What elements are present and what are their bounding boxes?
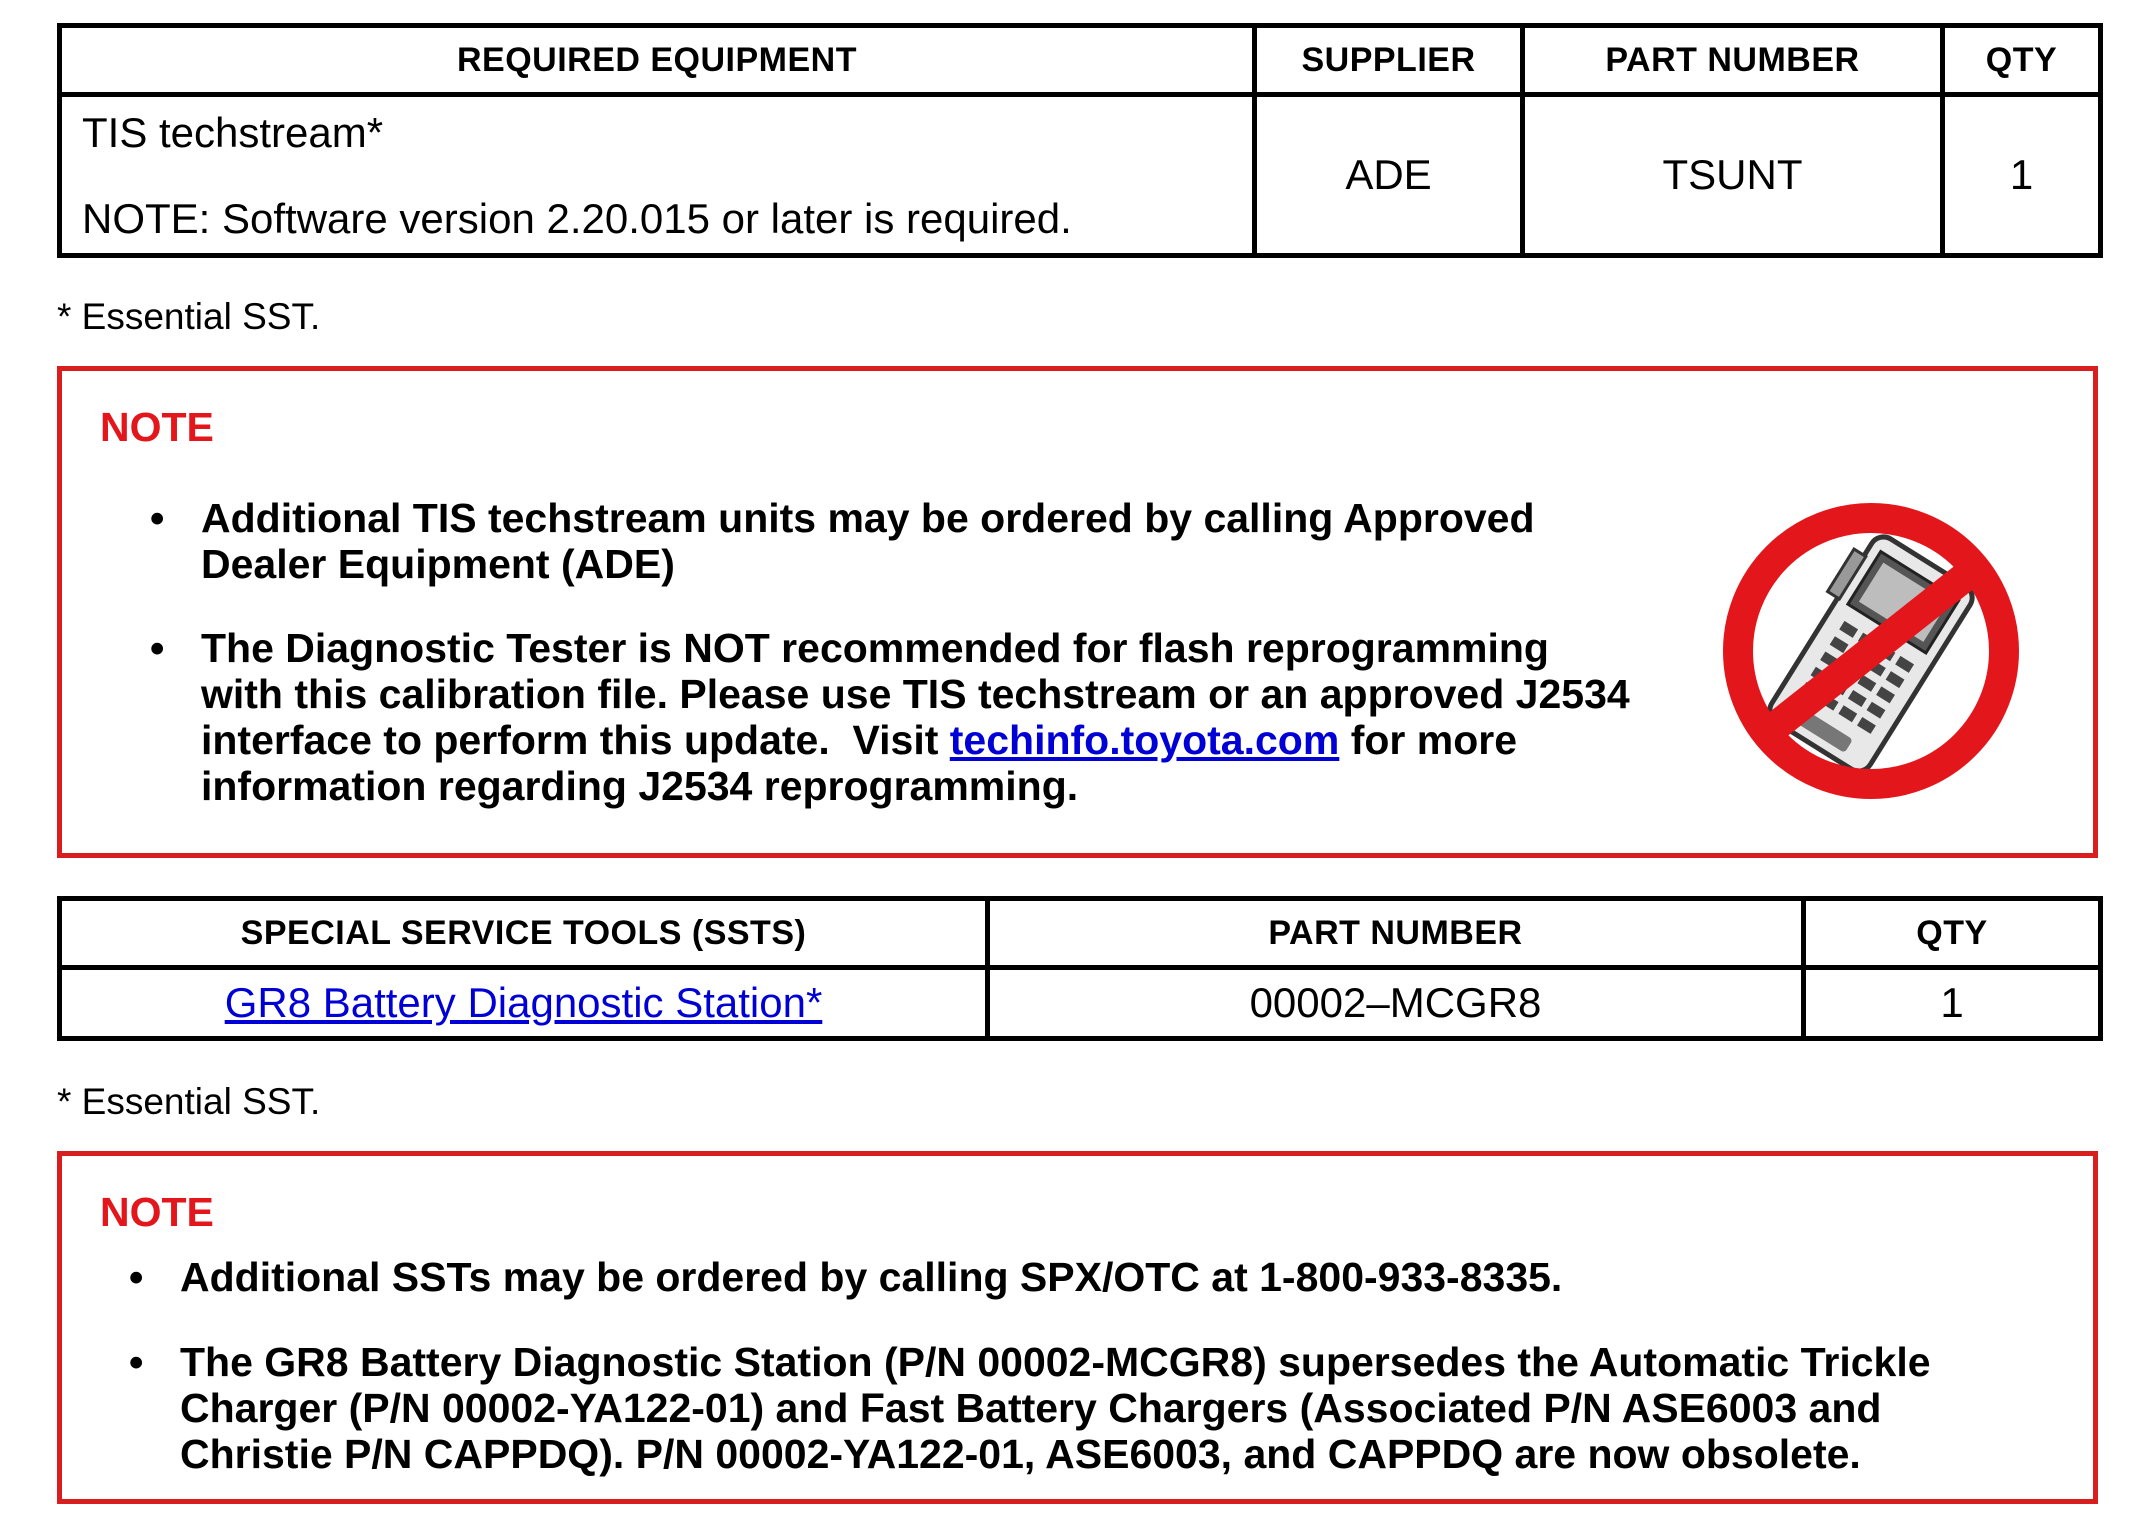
table-row <box>60 968 2101 1039</box>
bullet-text <box>180 1254 1562 1300</box>
essential-sst-footnote: * Essential SST. <box>57 1081 321 1122</box>
header-part-number: PART NUMBER <box>988 899 1804 968</box>
techinfo-link[interactable]: techinfo.toyota.com <box>949 717 1340 763</box>
essential-sst-footnote: * Essential SST. <box>57 296 321 337</box>
bullet-dot: • <box>129 1254 144 1300</box>
supplier-cell: ADE <box>1255 95 1523 256</box>
note-title: NOTE <box>100 404 214 450</box>
table-header-row <box>60 899 2101 968</box>
header-supplier: SUPPLIER <box>1255 26 1523 95</box>
bullet-line: with this calibration file. Please use TIS techstream or an approved J2534 <box>201 671 1630 717</box>
bullet-line: Charger (P/N 00002-YA122-01) and Fast Battery Chargers (Associated P/N ASE6003 and <box>180 1385 1882 1431</box>
bullet-line: information regarding J2534 reprogramming. <box>201 763 1079 809</box>
bullet-line <box>201 717 1630 763</box>
part-number-cell: TSUNT <box>1523 95 1943 256</box>
equipment-cell <box>60 95 1255 256</box>
tool-cell <box>60 968 988 1039</box>
qty-cell: 1 <box>1943 95 2101 256</box>
note-title: NOTE <box>100 1189 214 1235</box>
note-box-sst <box>57 1151 2098 1504</box>
bullet-line: The Diagnostic Tester is NOT recommended for flash reprogramming <box>201 625 1549 671</box>
special-service-tools-table <box>57 896 2103 1041</box>
bullet-text <box>201 495 1535 587</box>
equipment-note: NOTE: Software version 2.20.015 or later is required. <box>82 195 1072 242</box>
header-part-number: PART NUMBER <box>1523 26 1943 95</box>
header-required-equipment: REQUIRED EQUIPMENT <box>60 26 1255 95</box>
bullet-line: Additional SSTs may be ordered by calling SPX/OTC at 1-800-933-8335. <box>180 1254 1563 1300</box>
header-special-service-tools: SPECIAL SERVICE TOOLS (SSTS) <box>60 899 988 968</box>
bullet-dot: • <box>129 1339 144 1385</box>
qty-cell: 1 <box>1804 968 2101 1039</box>
bullet-line: Additional TIS techstream units may be ordered by calling Approved <box>201 495 1535 541</box>
part-number-cell: 00002–MCGR8 <box>988 968 1804 1039</box>
bullet-line: The GR8 Battery Diagnostic Station (P/N 00002-MCGR8) supersedes the Automatic Trickle <box>180 1339 1931 1385</box>
bullet-text-segment: for more <box>1339 717 1518 763</box>
table-header-row <box>60 26 2101 95</box>
bullet-text <box>201 625 1630 809</box>
no-diagnostic-tester-icon <box>1716 496 2026 806</box>
equipment-name: TIS techstream* <box>82 109 384 156</box>
bullet-dot: • <box>150 495 165 541</box>
bullet-text-segment: interface to perform this update. Visit <box>201 717 950 763</box>
header-qty: QTY <box>1943 26 2101 95</box>
table-row <box>60 95 2101 256</box>
bullet-line: Dealer Equipment (ADE) <box>201 541 675 587</box>
gr8-battery-station-link[interactable]: GR8 Battery Diagnostic Station* <box>224 979 823 1026</box>
bullet-text <box>180 1339 1931 1477</box>
header-qty: QTY <box>1804 899 2101 968</box>
bullet-dot: • <box>150 625 165 671</box>
required-equipment-table <box>57 23 2103 258</box>
bullet-line: Christie P/N CAPPDQ). P/N 00002-YA122-01, ASE6003, and CAPPDQ are now obsolete. <box>180 1431 1861 1477</box>
